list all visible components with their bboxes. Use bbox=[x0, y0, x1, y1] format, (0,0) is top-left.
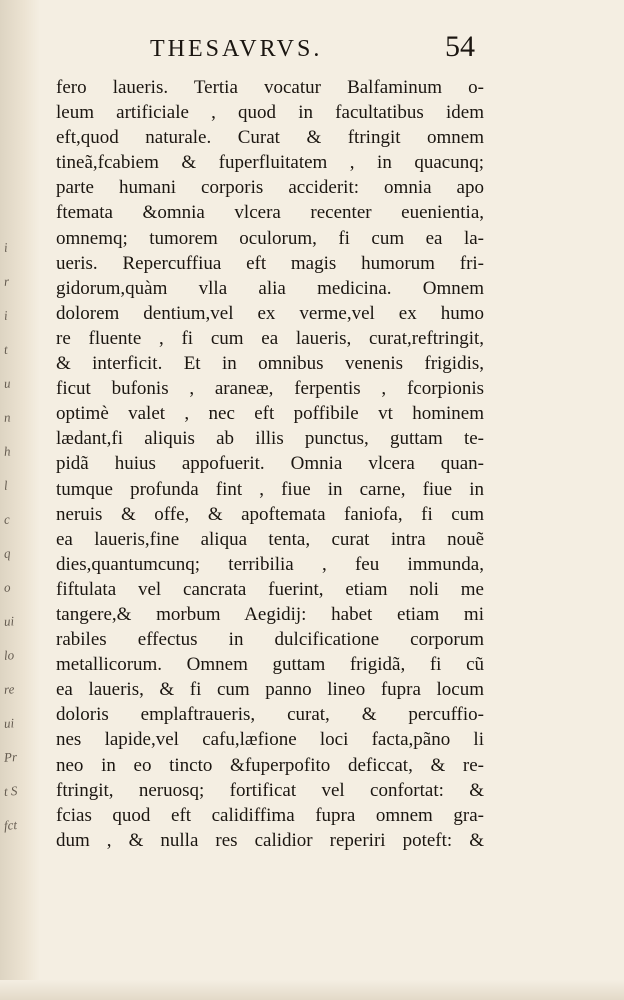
page-bottom-edge bbox=[0, 980, 624, 1000]
margin-fragment: lo bbox=[3, 647, 15, 663]
text-line: metallicorum. Omnem guttam frigidã, fi cũ bbox=[56, 654, 484, 676]
text-line: leum artificiale , quod in facultatibus idem bbox=[56, 102, 484, 124]
text-line: dum , & nulla res calidior reperiri poteft: & bbox=[56, 829, 484, 851]
margin-fragment: t S bbox=[3, 782, 18, 799]
margin-fragment: ui bbox=[3, 715, 15, 731]
text-line: ftringit, neruosq; fortificat vel confortat: & bbox=[56, 779, 484, 801]
text-line: neo in eo tincto &fuperpofito deficcat, & re- bbox=[56, 754, 484, 776]
text-line: ea laueris,fine aliqua tenta, curat intra nouẽ bbox=[56, 528, 484, 550]
margin-fragment: Pr bbox=[3, 749, 18, 765]
text-line: ftemata &omnia vlcera recenter euenientia, bbox=[56, 202, 484, 224]
text-line: ueris. Repercuffiua eft magis humorum fri- bbox=[56, 252, 484, 274]
text-line: & interficit. Et in omnibus venenis frigidis, bbox=[56, 353, 484, 375]
margin-fragment: q bbox=[3, 545, 12, 561]
text-line: tumque profunda fint , fiue in carne, fiue in bbox=[56, 478, 484, 500]
gutter-shadow bbox=[0, 0, 40, 1000]
margin-fragment: c bbox=[3, 511, 11, 527]
text-line: neruis & offe, & apoftemata faniofa, fi cum bbox=[56, 503, 484, 525]
margin-fragment: r bbox=[3, 273, 10, 289]
margin-fragment: o bbox=[3, 579, 12, 595]
text-line: dolorem dentium,vel ex verme,vel ex humo bbox=[56, 302, 484, 324]
margin-fragment: i bbox=[3, 239, 9, 255]
text-line: optimè valet , nec eft poffibile vt hominem bbox=[56, 403, 484, 425]
text-line: nes lapide,vel cafu,læfione loci facta,pãno li bbox=[56, 729, 484, 751]
text-line: fcias quod eft calidiffima fupra omnem gra- bbox=[56, 804, 484, 826]
text-line: parte humani corporis acciderit: omnia apo bbox=[56, 177, 484, 199]
text-line: gidorum,quàm vlla alia medicina. Omnem bbox=[56, 277, 484, 299]
text-line: tangere,& morbum Aegidij: habet etiam mi bbox=[56, 603, 484, 625]
text-line: omnemq; tumorem oculorum, fi cum ea la- bbox=[56, 227, 484, 249]
margin-fragment: re bbox=[3, 681, 15, 697]
text-line: lædant,fi aliquis ab illis punctus, guttam te- bbox=[56, 428, 484, 450]
text-line: fero laueris. Tertia vocatur Balfaminum o- bbox=[56, 77, 484, 98]
body-text bbox=[56, 75, 484, 853]
margin-fragment: i bbox=[3, 307, 9, 323]
margin-fragment: fct bbox=[3, 817, 18, 833]
margin-fragment: n bbox=[3, 409, 12, 425]
text-line: pidã huius appofuerit. Omnia vlcera quan- bbox=[56, 453, 484, 475]
text-line: doloris emplaftraueris, curat, & percuffio- bbox=[56, 704, 484, 726]
text-line: re fluente , fi cum ea laueris, curat,reftringit, bbox=[56, 327, 484, 349]
margin-fragment: ui bbox=[3, 613, 15, 629]
running-head: THESAVRVS. bbox=[150, 36, 323, 62]
facing-page-margin-fragments bbox=[4, 230, 30, 890]
text-line: dies,quantumcunq; terribilia , feu immunda, bbox=[56, 553, 484, 575]
margin-fragment: l bbox=[3, 477, 9, 493]
margin-fragment: h bbox=[3, 443, 12, 459]
text-line: fiftulata vel cancrata fuerint, etiam noli me bbox=[56, 578, 484, 600]
text-line: ficut bufonis , araneæ, ferpentis , fcorpionis bbox=[56, 378, 484, 400]
text-line: rabiles effectus in dulcificatione corporum bbox=[56, 629, 484, 651]
text-line: tineã,fcabiem & fuperfluitatem , in quacunq; bbox=[56, 152, 484, 174]
margin-fragment: t bbox=[3, 341, 9, 357]
text-line: ea laueris, & fi cum panno lineo fupra locum bbox=[56, 679, 484, 701]
text-line: eft,quod naturale. Curat & ftringit omnem bbox=[56, 127, 484, 149]
margin-fragment: u bbox=[3, 375, 12, 391]
page-number: 54 bbox=[445, 30, 475, 63]
